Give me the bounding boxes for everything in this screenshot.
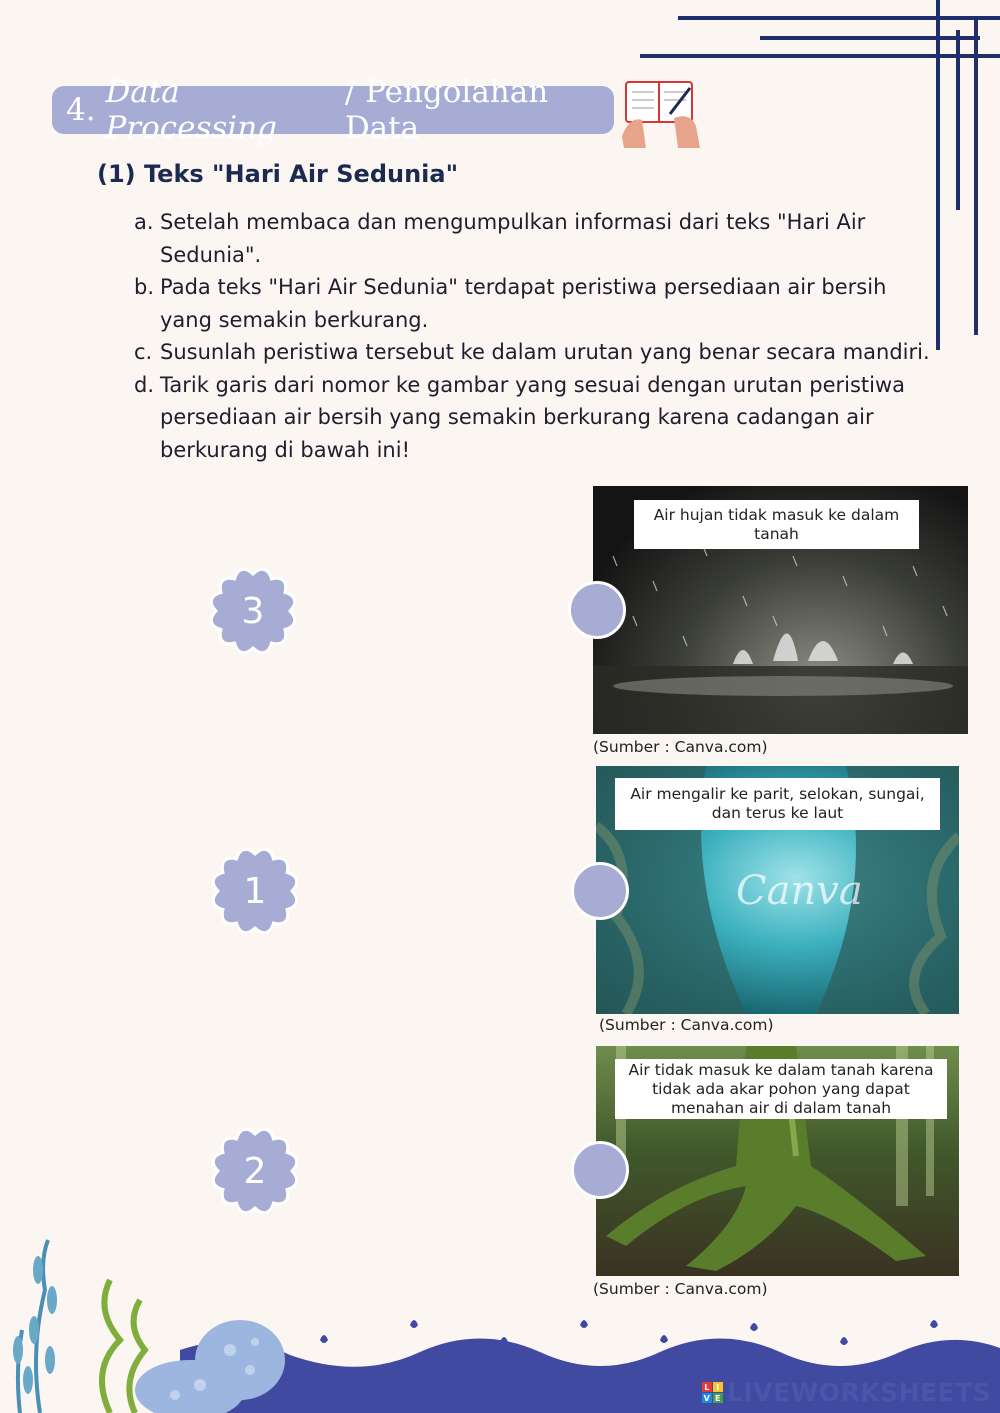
section-title-indonesian: / Pengolahan Data (344, 74, 549, 146)
image-source: (Sumber : Canva.com) (593, 738, 768, 756)
image-source: (Sumber : Canva.com) (599, 1016, 774, 1034)
number-badge-2[interactable] (209, 1125, 301, 1217)
image-source: (Sumber : Canva.com) (593, 1280, 768, 1298)
liveworksheets-logo (702, 1378, 991, 1407)
instruction-item (134, 369, 934, 467)
instruction-letter: d. (134, 372, 155, 397)
number-badge-label: 2 (243, 1150, 267, 1192)
instruction-item (134, 206, 934, 271)
canva-watermark: Canva (736, 868, 863, 914)
connector-dot-2[interactable] (571, 862, 629, 920)
section-title (52, 74, 614, 146)
instruction-item (134, 336, 934, 369)
section-title-english: Data Processing (105, 74, 278, 146)
number-badge-3[interactable] (207, 565, 299, 657)
instruction-text: Setelah membaca dan mengumpulkan informasi dari teks "Hari Air Sedunia". (160, 210, 866, 267)
instruction-text: Tarik garis dari nomor ke gambar yang sesuai dengan urutan peristiwa persediaan air bersih yang semakin berkurang karena cadangan air berkurang di bawah ini! (160, 372, 906, 462)
instruction-item (134, 271, 934, 336)
connector-dot-1[interactable] (568, 581, 626, 639)
section-number: 4. (66, 92, 96, 128)
number-badge-label: 1 (243, 870, 267, 912)
event-caption: Air tidak masuk ke dalam tanah karena tidak ada akar pohon yang dapat menahan air di dalam tanah (615, 1059, 947, 1119)
event-caption: Air hujan tidak masuk ke dalam tanah (634, 500, 919, 549)
instruction-letter: c. (134, 340, 153, 364)
activity-heading: (1) Teks "Hari Air Sedunia" (97, 160, 459, 188)
event-caption: Air mengalir ke parit, selokan, sungai, dan terus ke laut (615, 778, 940, 830)
instructions-list (134, 206, 934, 466)
liveworksheets-wordmark: LIVEWORKSHEETS (727, 1378, 992, 1407)
number-badge-1[interactable] (209, 845, 301, 937)
instruction-text: Pada teks "Hari Air Sedunia" terdapat peristiwa persediaan air bersih yang semakin berkurang. (160, 275, 887, 332)
writing-notebook-icon (620, 78, 706, 148)
instruction-text: Susunlah peristiwa tersebut ke dalam urutan yang benar secara mandiri. (160, 340, 930, 364)
instruction-letter: b. (134, 275, 155, 299)
liveworksheets-grid-icon: L I V E (702, 1382, 723, 1403)
connector-dot-3[interactable] (571, 1141, 629, 1199)
number-badge-label: 3 (241, 590, 265, 632)
instruction-letter: a. (134, 210, 154, 234)
